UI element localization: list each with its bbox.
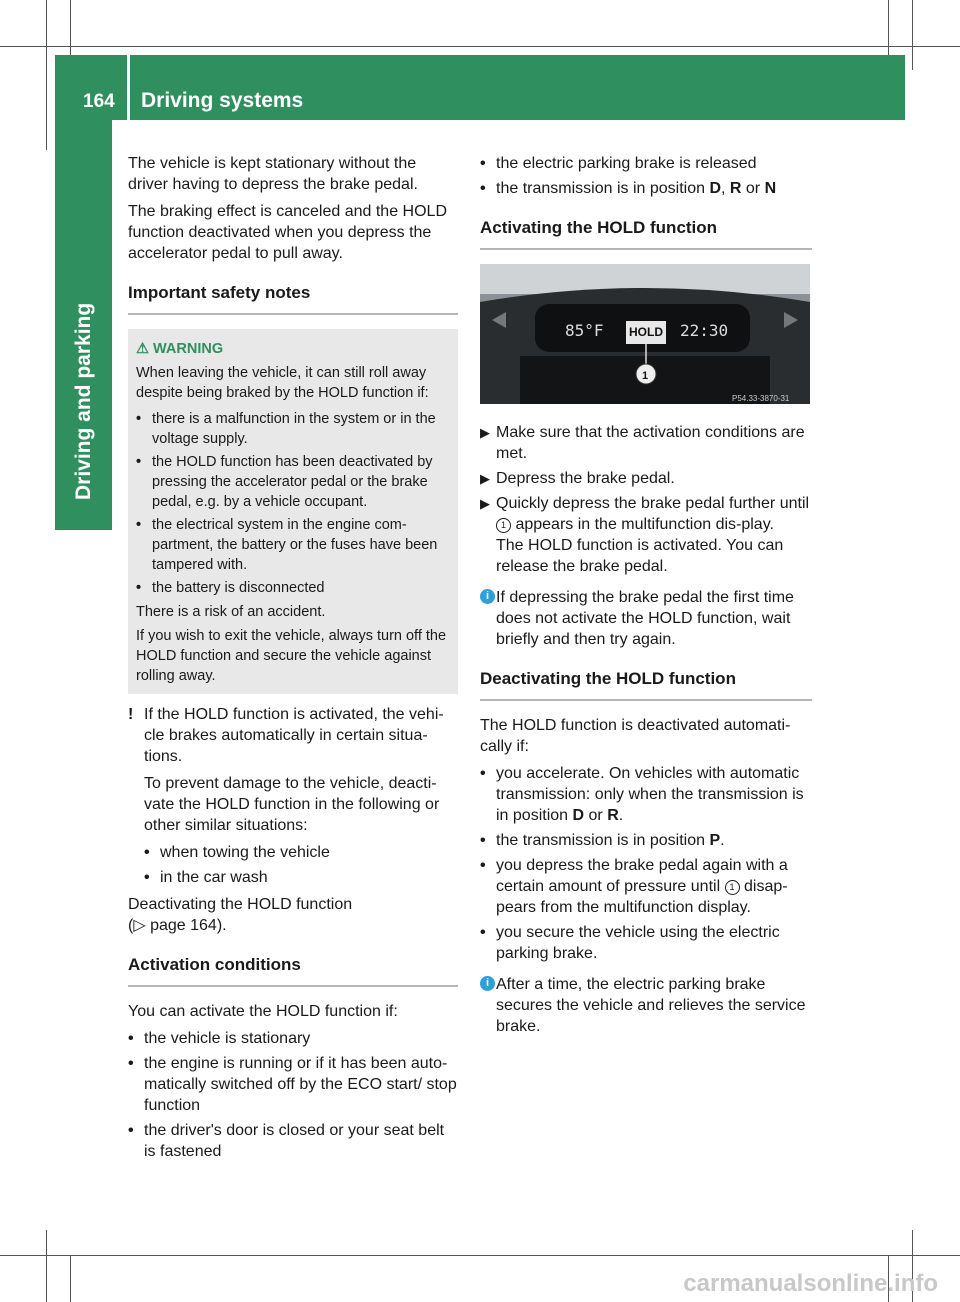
intro-paragraph: The vehicle is kept stationary without the driver having to depress the brake pedal. [128, 155, 418, 193]
note-text: If the HOLD function is activated, the vehi-cle brakes automatically in certain situa-tions. [144, 706, 444, 765]
period: . [618, 807, 624, 824]
step-result: The HOLD function is activated. You can release the brake pedal. [496, 537, 784, 575]
info-note [480, 587, 812, 650]
activation-item-text: the transmission is in position [496, 180, 710, 197]
gear-n: N [764, 180, 777, 197]
deactivation-item [480, 855, 812, 918]
crop-mark [888, 0, 889, 55]
crop-mark [0, 1255, 960, 1256]
step-arrow-icon: ▶ [480, 471, 490, 486]
page-header [55, 55, 905, 120]
info-text: If depressing the brake pedal the first time does not activate the HOLD function, wait briefly and then try again. [496, 589, 794, 648]
instruction-step [480, 493, 812, 577]
safety-heading: Important safety notes [128, 282, 458, 315]
exclamation-icon: ! [128, 706, 134, 723]
multifunction-display-image [480, 264, 810, 404]
temperature-readout: 85°F [565, 321, 604, 340]
damage-note [128, 704, 458, 767]
item-text: disap-pears from the multifunction display. [496, 878, 788, 916]
deactivating-heading: Deactivating the HOLD function [480, 668, 812, 701]
activation-item: • the electric parking brake is released [480, 153, 812, 174]
gear-r: R [729, 180, 742, 197]
cross-reference-link[interactable]: page 164). [150, 917, 227, 934]
item-text: the transmission is in position [496, 832, 710, 849]
warning-advice: If you wish to exit the vehicle, always turn off the HOLD function and secure the vehicle against rolling away. [136, 628, 447, 684]
time-readout: 22:30 [680, 321, 729, 340]
hold-indicator: HOLD [626, 321, 666, 344]
instruction-step [480, 468, 812, 489]
step-arrow-icon: ▶ [480, 425, 490, 440]
info-icon: i [480, 976, 495, 991]
deactivation-item [480, 830, 812, 851]
crop-mark [70, 0, 71, 55]
or-word: or [741, 180, 765, 197]
warning-item: • there is a malfunction in the system or in the voltage supply. [136, 409, 450, 449]
activation-item: • the vehicle is stationary [128, 1028, 458, 1049]
image-code: P54.33-3870-31 [732, 394, 790, 403]
note-item: • in the car wash [144, 867, 458, 888]
section-title: Driving systems [141, 89, 304, 112]
step-text: appears in the multifunction dis-play. [511, 516, 774, 533]
comma: , [721, 180, 730, 197]
note-item: • when towing the vehicle [144, 842, 458, 863]
watermark: carmanualsonline.info [683, 1270, 938, 1297]
warning-item: • the HOLD function has been deactivated by pressing the accelerator pedal or the brake pedal, e.g. by a vehicle occupant. [136, 452, 450, 512]
warning-title-text: WARNING [153, 341, 224, 357]
gear-d: D [709, 180, 721, 197]
step-text: Depress the brake pedal. [496, 470, 675, 487]
crop-mark [70, 1255, 71, 1302]
header-separator [127, 55, 130, 120]
warning-item: • the battery is disconnected [136, 578, 450, 598]
gear-r: R [607, 807, 619, 824]
deactivation-item [480, 763, 812, 826]
info-text: After a time, the electric parking brake secures the vehicle and relieves the service brake. [496, 976, 806, 1035]
right-column [480, 153, 812, 1043]
intro-paragraph: The braking effect is canceled and the HOLD function deactivated when you depress the accelerator pedal to pull away. [128, 203, 447, 262]
step-text: Make sure that the activation conditions are met. [496, 424, 805, 462]
warning-title [136, 339, 450, 359]
warning-box [128, 329, 458, 694]
page-ref-arrow-icon: ▷ [133, 917, 146, 934]
step-text: Quickly depress the brake pedal further until [496, 495, 810, 512]
activation-item: • the engine is running or if it has been auto-matically switched off by the ECO start/ stop function [128, 1053, 458, 1116]
activation-item [480, 178, 812, 199]
activation-intro: You can activate the HOLD function if: [128, 1003, 398, 1020]
instruction-step [480, 422, 812, 464]
warning-risk: There is a risk of an accident. [136, 604, 326, 620]
page-number: 164 [83, 91, 115, 112]
chapter-label: Driving and parking [72, 302, 95, 500]
or-word: or [584, 807, 608, 824]
info-icon: i [480, 589, 495, 604]
crop-mark [0, 46, 960, 47]
callout-1-icon: 1 [496, 518, 511, 533]
callout-number: 1 [642, 370, 649, 382]
gear-d: D [572, 807, 585, 824]
warning-item: • the electrical system in the engine com-partment, the battery or the fuses have been tampered with. [136, 515, 450, 575]
item-text: you depress the brake pedal again with a certain amount of pressure until [496, 857, 788, 895]
crop-mark [46, 1230, 47, 1302]
warning-icon: ⚠ [136, 341, 149, 357]
deactivation-item: • you secure the vehicle using the electric parking brake. [480, 922, 812, 964]
deactivation-intro: The HOLD function is deactivated automati-cally if: [480, 717, 791, 755]
info-note [480, 974, 812, 1037]
step-arrow-icon: ▶ [480, 496, 490, 511]
gear-p: P [709, 832, 721, 849]
activation-item: • the driver's door is closed or your seat belt is fastened [128, 1120, 458, 1162]
cross-reference-label: Deactivating the HOLD function [128, 896, 353, 913]
warning-intro: When leaving the vehicle, it can still roll away despite being braked by the HOLD function if: [136, 365, 429, 401]
left-column: The vehicle is kept stationary without the driver having to depress the brake pedal. The braking effect is canceled and the HOLD function deactivated when you depress the accelerator pedal to pull away. Important safety notes ⚠ WARNING When leaving the vehicle, it can still roll away despite being braked by the HOLD function if: • there is a malfunction in the system or in the voltage supply. • the HOLD function has been deactivated by pressing the accelerator pedal or the brake pedal, e.g. by a vehicle occupant. • the electrical system in the engine com-partment, the battery or the fuses have been tampered with. • the battery is disconnected There is a risk of an accident. If you wish to exit the vehicle, always turn off the HOLD function and secure the vehicle against rolling away. ! If the HOLD function is activated, the vehi-cle brakes automatically in certain situa-tions. To prevent damage to the vehicle, deacti-vate the HOLD function in the following or other similar situations: • when towing the vehicle • in the car wash Deactivating the HOLD function (▷ page 164). Activation conditions You can activate the HOLD function if: • the vehicle is stationary • the engine is running or if it has been auto-matically switched off by the ECO start/ stop function • the driver's door is closed or your seat belt is fastened [128, 153, 458, 1166]
crop-mark [912, 0, 913, 70]
activation-heading: Activation conditions [128, 954, 458, 987]
activating-heading: Activating the HOLD function [480, 217, 812, 250]
crop-mark [46, 0, 47, 150]
period: . [720, 832, 725, 849]
note-text: To prevent damage to the vehicle, deacti-vate the HOLD function in the following or other similar situations: [144, 775, 440, 834]
callout-1-icon: 1 [725, 880, 740, 895]
item-text: you accelerate. On vehicles with automatic transmission: only when the transmission is in position [496, 765, 804, 824]
